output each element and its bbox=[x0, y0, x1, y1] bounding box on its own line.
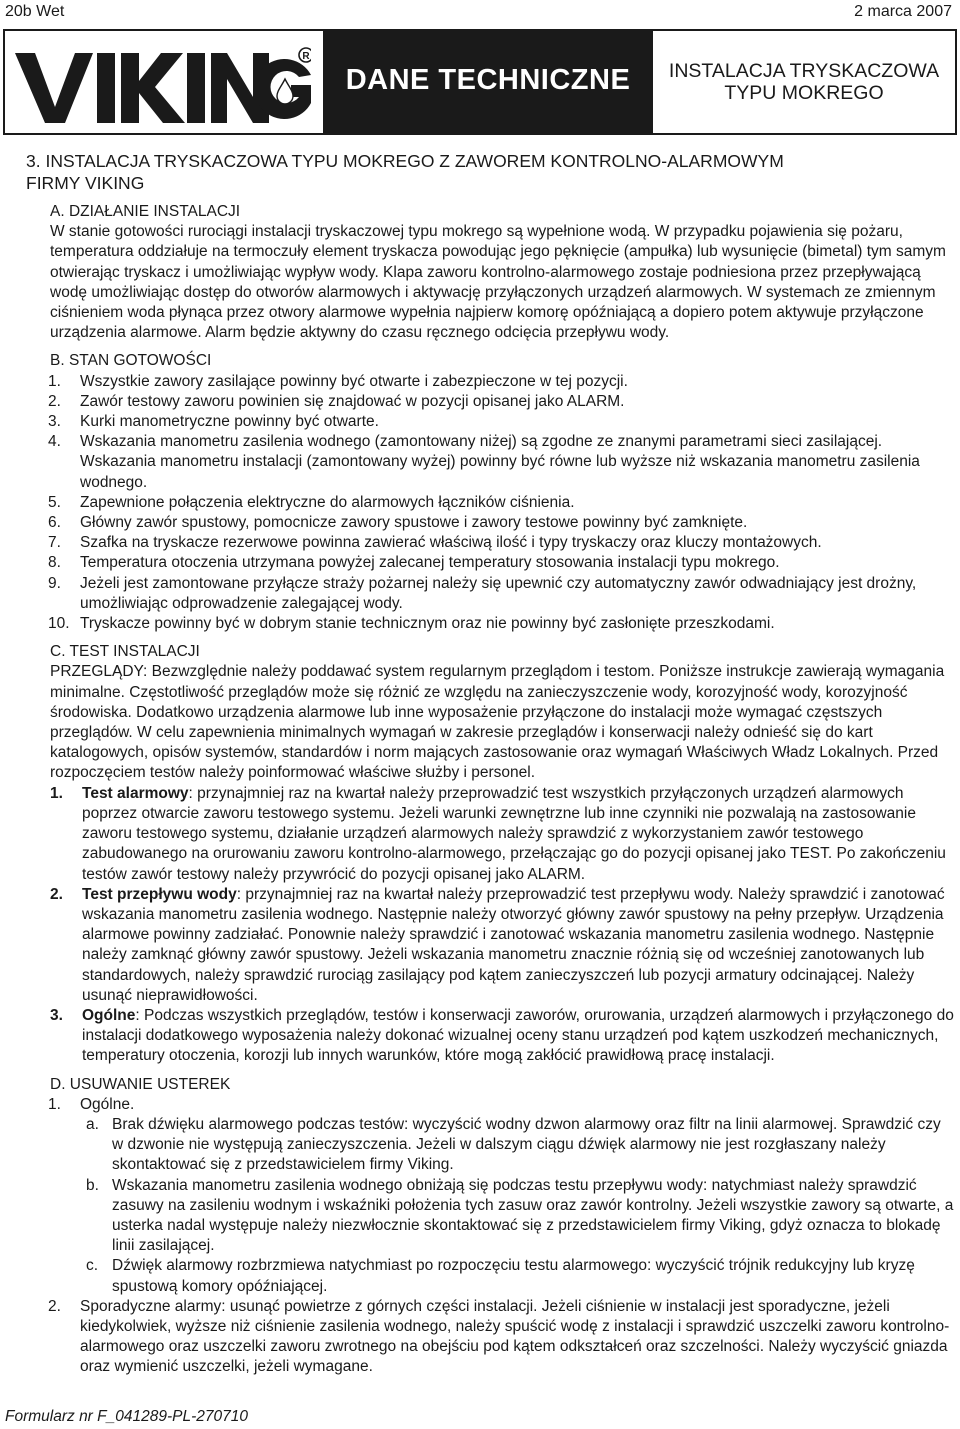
section-c-intro: PRZEGLĄDY: Bezwzględnie należy poddawać system regularnym przeglądom i testom. Poniższe instrukcje zawierają wymagania minimalne. Częstotliwość przeglądów może się różnić ze względu na zanieczyszczenie wody, korozyjność wody, korozyjność środowiska. Dodatkowo urządzenia alarmowe lub inne wyposażenie przyłączone do instalacji może wymagać częstszych przeglądów. W celu zapewnienia minimalnych wymagań w zakresie przeglądów i konserwacji należy odnieść się do kart katalogowych, opisów systemów, standardów i norm mających zastosowanie oraz wymagań Właściwych Władz Lokalnych. Przed rozpoczęciem testów należy poinformować właściwe służby i personel. bbox=[50, 663, 945, 782]
list-item: 10. Tryskacze powinny być w dobrym stanie technicznym oraz nie powinny być zasłonięte przeszkodami. bbox=[48, 615, 775, 633]
section-d-title: D. USUWANIE USTEREK bbox=[50, 1075, 231, 1093]
document-date: 2 marca 2007 bbox=[854, 3, 952, 20]
section-d-list-2 bbox=[26, 1297, 956, 1378]
header-subject-line1: INSTALACJA TRYSKACZOWA bbox=[668, 60, 940, 82]
section-a bbox=[26, 202, 956, 343]
header-subject bbox=[657, 60, 951, 104]
list-item: 2. Zawór testowy zaworu powinien się znajdować w pozycji opisanej jako ALARM. bbox=[48, 392, 625, 410]
list-item: 1. Test alarmowy: przynajmniej raz na kwartał należy przeprowadzić test wszystkich przyłączonych urządzeń alarmowych poprzez otwarcie zaworu testowego systemu. Jeżeli warunki zewnętrzne lub inne czynniki nie pozwalają na zastosowanie zaworu testowego systemu, działanie urządzeń alarmowych należy sprawdzić z wykorzystaniem zawór testowego zabudowanego na orurowaniu zaworu kontrolno-alarmowego, przełączając go do pozycji opisanej jako TEST. Po zakończeniu testów zawór testowy należy przywrócić do pozycji opisanej jako ALARM. bbox=[50, 784, 946, 883]
form-number: Formularz nr F_041289-PL-270710 bbox=[5, 1408, 248, 1425]
list-item: 2. Sporadyczne alarmy: usunąć powietrze z górnych części instalacji. Jeżeli ciśnienie w instalacji jest sporadyczne, jeżeli kiedykolwiek, wyższe niż ciśnienie zasilenia wodnego, należy spuścić wodę z instalacji i sprawdzić uszczelki zaworu kontrolno-alarmowego oraz uszczelki zaworu zwrotnego na obejściu pod kątem odkształceń oraz szczelności. Należy wyczyścić gniazda oraz wymienić uszczelki, jeżeli wymagane. bbox=[48, 1297, 950, 1376]
list-item: 1. Wszystkie zawory zasilające powinny być otwarte i zabezpieczone w tej pozycji. bbox=[48, 372, 628, 390]
header-subject-line2: TYPU MOKREGO bbox=[724, 82, 884, 104]
list-item: 6. Główny zawór spustowy, pomocnicze zawory spustowe i zawory testowe powinny być zamknięte. bbox=[48, 514, 748, 532]
list-item: 1. Ogólne. bbox=[48, 1095, 135, 1113]
list-item: 9. Jeżeli jest zamontowane przyłącze straży pożarnej należy się upewnić czy automatyczny zawór odwadniający jest drożny, umożliwiając odprowadzenie zalegającej wody. bbox=[48, 574, 917, 612]
main-heading-line1: 3. INSTALACJA TRYSKACZOWA TYPU MOKREGO Z ZAWOREM KONTROLNO-ALARMOWYM bbox=[26, 151, 784, 171]
section-b-title: B. STAN GOTOWOŚCI bbox=[50, 352, 212, 370]
section-c bbox=[26, 642, 956, 783]
section-b-list bbox=[26, 372, 956, 635]
list-item: a. Brak dźwięku alarmowego podczas testów: wyczyścić wodny dzwon alarmowy oraz filtr na linii alarmowej. Sprawdzić czy w dzwonie nie występują zanieczyszczenia. Jeżeli w dalszym ciągu dźwięk alarmowy nie jest rozgłaszany należy skontaktować się z przedstawicielem firmy Viking. bbox=[86, 1115, 941, 1174]
title-banner bbox=[323, 31, 653, 133]
list-item: 7. Szafka na tryskacze rezerwowe powinna zawierać właściwą ilość i typy tryskaczy oraz kluczy montażowych. bbox=[48, 534, 822, 552]
document-code: 20b Wet bbox=[5, 3, 65, 20]
list-item: 5. Zapewnione połączenia elektryczne do alarmowych łączników ciśnienia. bbox=[48, 493, 575, 511]
list-item: b. Wskazania manometru zasilenia wodnego obniżają się podczas testu przepływu wody: natychmiast należy sprawdzić zasuwy na zasileniu wodnym i wskaźniki położenia tych zasuw oraz zawór kontrolny. Jeżeli wszystkie zawory są otwarte, a usterka nadal występuje należy niezwłocznie skontaktować się z przedstawicielem firmy Viking, gdyż oznacza to blokadę linii zasilającej. bbox=[86, 1176, 954, 1255]
document-title: DANE TECHNICZNE bbox=[345, 64, 631, 96]
svg-text:R: R bbox=[302, 51, 310, 62]
list-item: 3. Kurki manometryczne powinny być otwarte. bbox=[48, 413, 379, 431]
document-header bbox=[3, 29, 957, 135]
main-heading-line2: FIRMY VIKING bbox=[26, 173, 145, 193]
section-c-title: C. TEST INSTALACJI bbox=[50, 643, 200, 661]
list-item: 3. Ogólne: Podczas wszystkich przeglądów, testów i konserwacji zaworów, orurowania, urządzeń alarmowych i przyłączonego do instalacji dodatkowego wyposażenia należy dokonać wizualnej oceny stanu urządzeń pod kątem uszkodzeń mechanicznych, temperatury otoczenia, korozji lub innych warunków, które mogą zakłócić prawidłową pracę instalacji. bbox=[50, 1006, 954, 1065]
main-heading bbox=[26, 150, 956, 194]
section-d-sublist bbox=[26, 1115, 956, 1297]
viking-logo bbox=[15, 45, 311, 125]
list-item: 2. Test przepływu wody: przynajmniej raz na kwartał należy przeprowadzić test przepływu wody. Należy sprawdzić i zanotować wskazania manometru zasilenia wodnego. Następnie należy otworzyć główny zawór spustowy na pełny przepływ. Urządzenia alarmowe powinny zadziałać. Ponownie należy sprawdzić i zanotować wskazania manometru zasilenia wodnego. Następnie należy zamknąć główny zawór spustowy. Jeżeli wskazania manometru znacznie różnią się od wcześniej zanotowanych lub standardowych, należy sprawdzić rurociąg zasilający pod kątem zanieczyszczeń lub pozycji armatury odcinającej. Należy usunąć nieprawidłowości. bbox=[50, 885, 945, 1004]
document-body bbox=[26, 150, 956, 1378]
section-b bbox=[26, 351, 956, 371]
list-item: 4. Wskazania manometru zasilenia wodnego (zamontowany niżej) są zgodne ze znanymi parametrami sieci zasilającej. Wskazania manometru instalacji (zamontowany wyżej) powinny być równe lub wyższe niż wskazania manometru zasilenia wodnego. bbox=[48, 433, 920, 491]
list-item: c. Dźwięk alarmowy rozbrzmiewa natychmiast po rozpoczęciu testu alarmowego: wyczyścić trójnik redukcyjny lub kryzę spustową komory opóźniającej. bbox=[86, 1257, 915, 1295]
top-line bbox=[5, 3, 952, 25]
section-d-list bbox=[26, 1095, 956, 1115]
list-item: 8. Temperatura otoczenia utrzymana powyżej zalecanej temperatury stosowania instalacji typu mokrego. bbox=[48, 554, 780, 572]
section-a-title: A. DZIAŁANIE INSTALACJI bbox=[50, 203, 241, 220]
section-d bbox=[26, 1075, 956, 1095]
section-a-text: W stanie gotowości rurociągi instalacji tryskaczowej typu mokrego są wypełnione wodą. W przypadku pojawienia się pożaru, temperatura oddziałuje na termoczuły element tryskacza powodując jego pęknięcie (ampułka) lub wysunięcie (bimetal) tym samym otwierając tryskacz i umożliwiając wypływ wody. Klapa zaworu kontrolno-alarmowego zostaje podniesiona przez przepływającą wodę umożliwiając dostęp do otworów alarmowych i aktywację przyłączonych urządzeń alarmowych. W systemach ze zmiennym ciśnieniem woda płynąca przez otwory alarmowe wypełnia najpierw komorę opóźniającą a dopiero potem aktywuje przyłączone urządzenia alarmowe. Alarm będzie aktywny do czasu ręcznego odcięcia przepływu wody. bbox=[50, 223, 946, 342]
section-c-list bbox=[26, 784, 956, 1067]
